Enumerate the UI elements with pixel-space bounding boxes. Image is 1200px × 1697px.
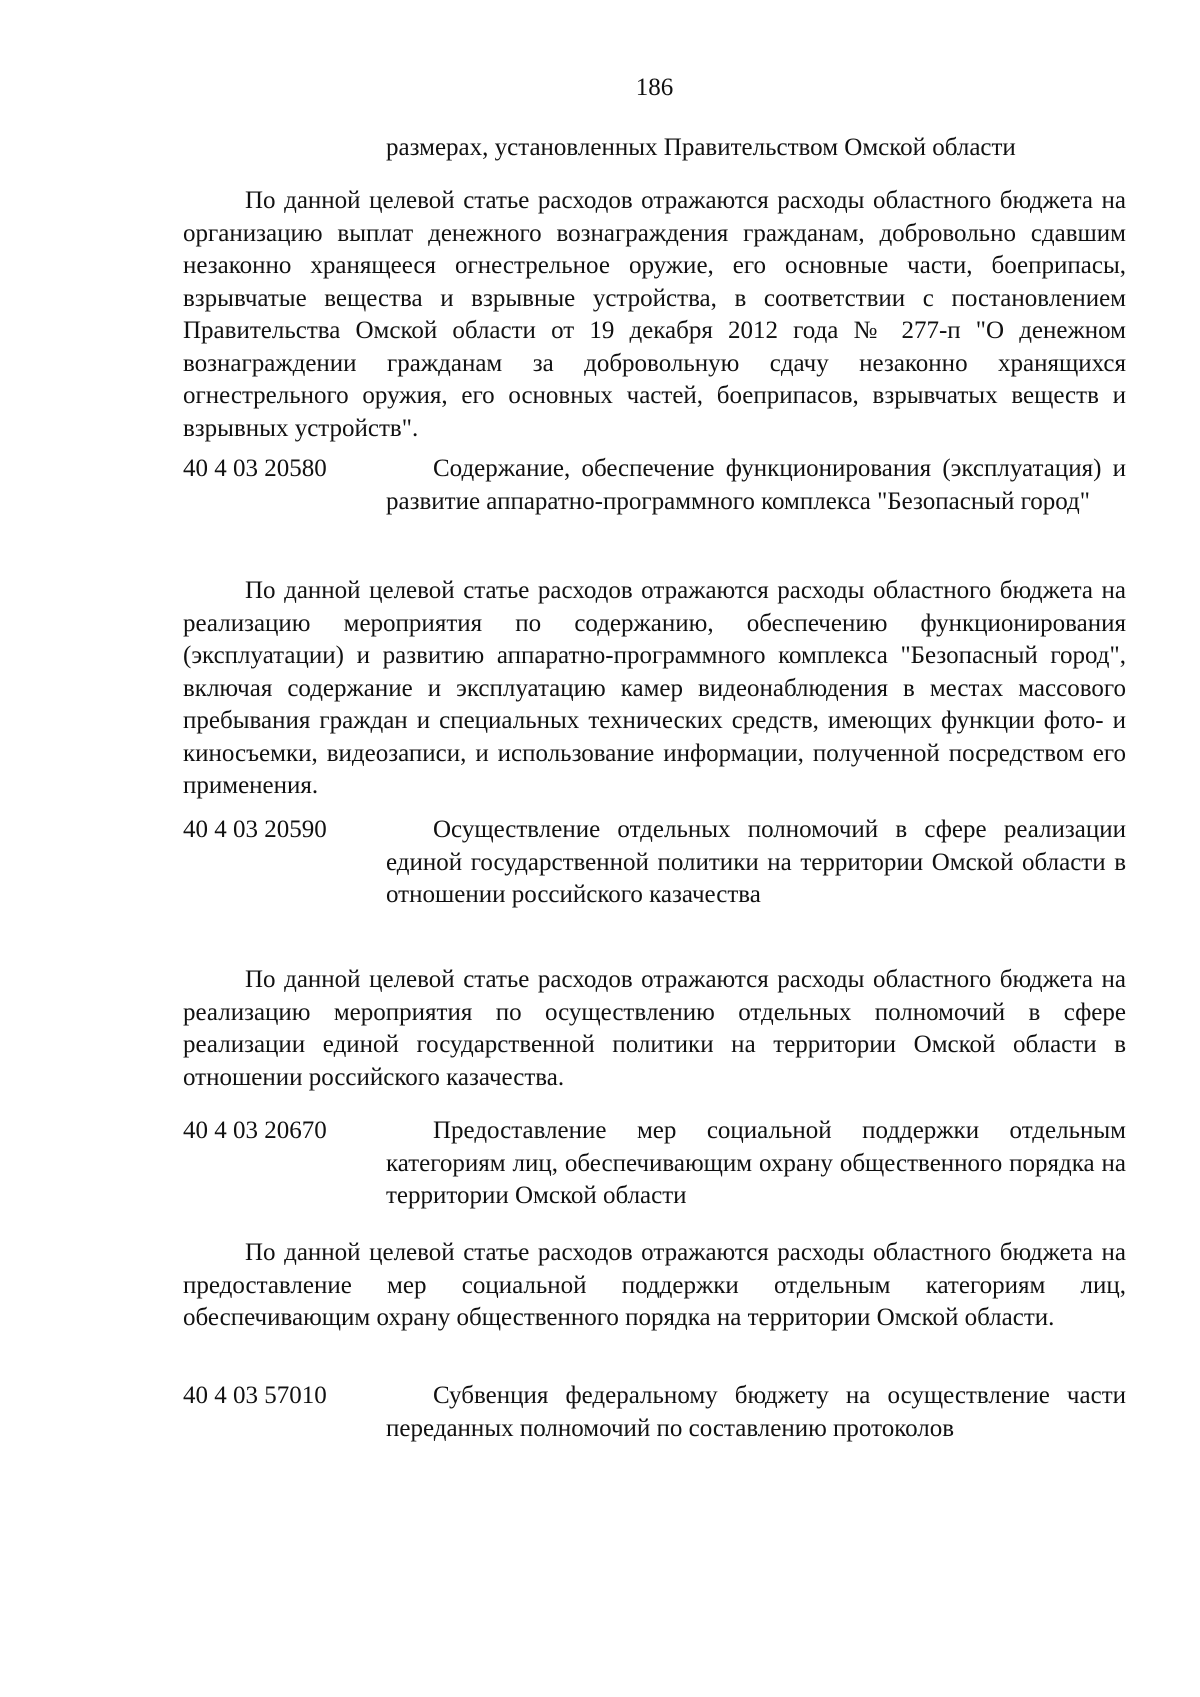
entry-title: Предоставление мер социальной поддержки отдельным категориям лиц, обеспечивающим охрану общественного порядка на территории Омской области (386, 1117, 1126, 1209)
entry-title: Содержание, обеспечение функционирования (эксплуатация) и развитие аппаратно-программного комплекса "Безопасный город" (386, 455, 1126, 515)
continuation-text: размерах, установленных Правительством Омской области (386, 134, 1016, 161)
page-number: 186 (635, 74, 674, 101)
entry-title: Субвенция федеральному бюджету на осуществление части переданных полномочий по составлению протоколов (386, 1382, 1126, 1442)
entry-title: Осуществление отдельных полномочий в сфере реализации единой государственной политики на территории Омской области в отношении российского казачества (386, 816, 1126, 908)
paragraph-4: По данной целевой статье расходов отражаются расходы областного бюджета на предоставление мер социальной поддержки отдельным категориям лиц, обеспечивающим охрану общественного порядка на территории Омской области. (183, 1239, 1126, 1331)
paragraph-3: По данной целевой статье расходов отражаются расходы областного бюджета на реализацию мероприятия по осуществлению отдельных полномочий в сфере реализации единой государственной политики на территории Омской области в отношении российского казачества. (183, 966, 1126, 1091)
entry-code: 40 4 03 57010 (183, 1382, 327, 1409)
entry-code: 40 4 03 20580 (183, 455, 327, 482)
entry-code: 40 4 03 20590 (183, 816, 327, 843)
paragraph-1: По данной целевой статье расходов отражаются расходы областного бюджета на организацию выплат денежного вознаграждения гражданам, добровольно сдавшим незаконно хранящееся огнестрельное оружие, его основные части, боеприпасы, взрывчатые вещества и взрывные устройства, в соответствии с постановлением Правительства Омской области от 19 декабря 2012 года № 277-п "О денежном вознаграждении гражданам за добровольную сдачу незаконно хранящихся огнестрельного оружия, его основных частей, боеприпасов, взрывчатых веществ и взрывных устройств". (183, 187, 1126, 442)
paragraph-2: По данной целевой статье расходов отражаются расходы областного бюджета на реализацию мероприятия по содержанию, обеспечению функционирования (эксплуатации) и развитию аппаратно-программного комплекса "Безопасный город", включая содержание и эксплуатацию камер видеонаблюдения в местах массового пребывания граждан и специальных технических средств, имеющих функции фото- и киносъемки, видеозаписи, и использование информации, полученной посредством его применения. (183, 577, 1126, 799)
entry-code: 40 4 03 20670 (183, 1117, 327, 1144)
